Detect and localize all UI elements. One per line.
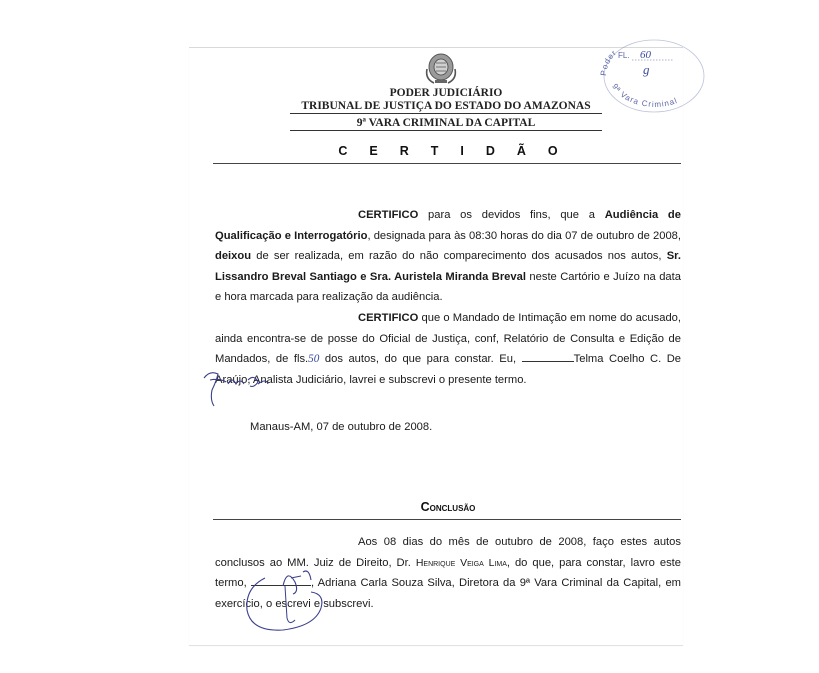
certidao-paragraph-2: CERTIFICO que o Mandado de Intimação em nome do acusado, ainda encontra-se de posse do Oficial de Justiça, conf, Relatório de Consulta e Edição de Mandados, de fls.50 dos autos, do que para constar. Eu, Telma Coelho C. De Araújo, Analista Judiciário, lavrei e subscrevi o presente termo. xyxy=(215,312,682,386)
stamp-bottom-text: 9ª Vara Criminal xyxy=(610,82,679,110)
folio-stamp xyxy=(596,36,706,116)
stamp-top-text: Poder xyxy=(598,47,619,77)
header-tribunal: TRIBUNAL DE JUSTIÇA DO ESTADO DO AMAZONAS xyxy=(290,100,602,114)
certidao-title: CERTIDÃO xyxy=(338,144,580,158)
conclusao-divider xyxy=(213,519,681,520)
signature-line-adriana xyxy=(251,574,311,586)
certidao-paragraph-1: CERTIFICO para os devidos fins, que a Audiência de Qualificação e Interrogatório, designada para às 08:30 horas do dia 07 de outubro de 2008, deixou de ser realizada, em razão do não comparecimento dos acusados nos autos, Sr. Lissandro Breval Santiago e Sra. Auristela Miranda Breval neste Cartório e Juízo na data e hora marcada para realização da audiência. xyxy=(215,209,682,303)
header-poder-judiciario: PODER JUDICIÁRIO xyxy=(389,87,503,99)
svg-text:9ª Vara Criminal xyxy=(610,82,679,109)
svg-text:Poder xyxy=(599,48,619,76)
conclusao-paragraph: Aos 08 dias do mês de outubro de 2008, faço estes autos conclusos ao MM. Juiz de Direito, Dr. Henrique Veiga Lima, do que, para constar, lavro este termo, , Adriana Carla Souza Silva, Diretora da 9ª Vara Criminal da Capital, em exercício, o escrevi e subscrevi. xyxy=(215,536,681,610)
place-date: Manaus-AM, 07 de outubro de 2008. xyxy=(250,421,433,433)
page-ref-handwritten: 50 xyxy=(308,353,320,365)
signature-line-telma xyxy=(522,350,574,362)
header-vara: 9ª VARA CRIMINAL DA CAPITAL xyxy=(290,117,602,131)
judge-name: Henrique Veiga Lima xyxy=(415,556,507,569)
stamp-folio-number: 60 xyxy=(640,49,651,61)
conclusao-title: Conclusão xyxy=(420,500,476,514)
stamp-initial: g xyxy=(643,62,650,77)
coat-of-arms-icon xyxy=(424,47,458,87)
certidao-divider xyxy=(213,163,681,164)
page-bottom-edge xyxy=(189,645,683,646)
stamp-folio-label: FL. xyxy=(618,51,630,60)
